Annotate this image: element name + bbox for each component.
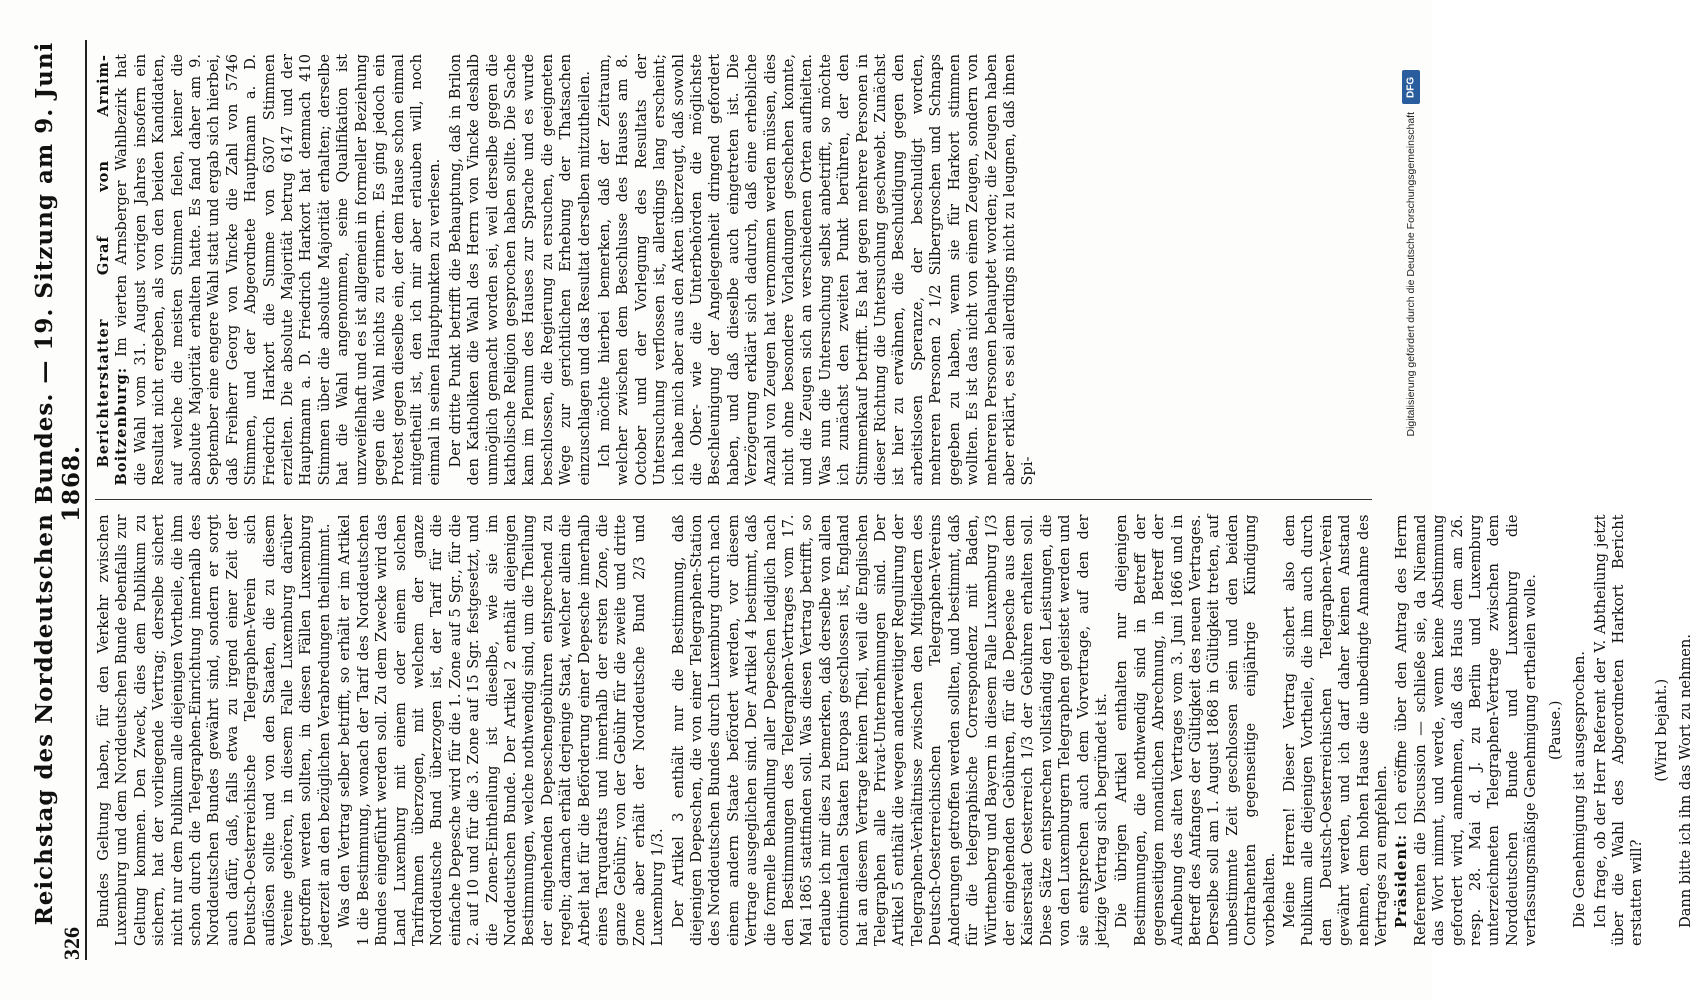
left-column <box>95 501 1695 961</box>
dfg-funding-note <box>1400 70 1422 630</box>
dfg-logo: DFG <box>1402 70 1420 104</box>
paragraph: Meine Herren! Dieser Vertrag sichert also dem Publikum alle diejenigen Vortheile, die ihm auch durch den Deutsch-Oesterreichischen Telegraphen-Verein gewährt werden, und ich darf daher keinen Anstand nehmen, dem hohen Hause die unbedingte Annahme des Vertrages zu empfehlen. <box>1281 514 1391 946</box>
speaker-label: Berichterstatter Graf von Arnim-Boitzenburg: <box>95 54 131 486</box>
page-header <box>31 40 87 960</box>
speech-text: Ich eröffne über den Antrag des Herrn Referenten die Discussion — schließe sie, da Niemand das Wort nimmt, und werde, wenn keine Abstimmung gefordert wird, annehmen, daß das Haus dem am 26. resp. 28. Mai d. J. zu Berlin und Luxemburg unterzeichneten Telegraphen-Vertrage zwischen dem Norddeutschen Bunde und Luxemburg die verfassungsmäßige Genehmigung ertheilen wolle. <box>1393 514 1540 946</box>
invite-text: Dann bitte ich ihn das Wort zu nehmen. <box>1677 634 1695 928</box>
speaker-label: Präsident: <box>1393 833 1411 928</box>
speech-text: Im vierten Arnsberger Wahlbezirk hat die Wahl vom 31. August vorigen Jahres insofern ein Resultat nicht ergeben, als von den beiden Kandidaten, auf welche die meisten Stimmen fielen, keiner die absolute Majorität erhalten hatte. Es fand daher am 9. September eine engere Wahl statt und ergab sich hierbei, daß Freiherr Georg von Vincke die Zahl von 5746 Stimmen, und der Abgeordnete Hauptmann a. D. Friedrich Harkort die Summe von 6307 Stimmen erzielten. Die absolute Majorität betrug 6147 und der Hauptmann a. D. Friedrich Harkort hat demnach 410 Stimmen über die absolute Majorität erhalten; derselbe hat die Wahl angenommen, seine Qualifikation ist unzweifelhaft und es ist allgemein in formeller Beziehung gegen die Wahl nichts zu erinnern. Es ging jedoch ein Protest gegen dieselbe ein, der dem Hause schon einmal mitgetheilt ist, den ich mir aber erlauben will, noch einmal in seinen Hauptpunkten zu verlesen. <box>113 53 444 486</box>
paragraph: Ich möchte hierbei bemerken, daß der Zeitraum, welcher zwischen dem Beschlusse des Hauses am 8. October und der Vorlegung des Resultats der Untersuchung verflossen ist, allerdings lang erscheint; ich habe mich aber aus den Akten überzeugt, daß sowohl die Ober- wie die Unterbehörden die möglichste Beschleunigung der Angelegenheit dringend gefordert haben, und daß dieselbe auch eingetreten ist. Die Verzögerung erklärt sich dadurch, daß eine erhebliche Anzahl von Zeugen hat vernommen werden müssen, dies nicht ohne besondere Vorladungen geschehen konnte, und die Zeugen sich an verschiedenen Orten aufhielten. Was nun die Untersuchung selbst anbetrifft, so möchte ich zunächst den zweiten Punkt berühren, der den Stimmenkauf betrifft. Es hat gegen mehrere Personen in dieser Richtung die Untersuchung geschwebt. Zunächst ist hier zu erwähnen, die Beschuldigung gegen den arbeitslosen Speranze, der beschuldigt worden, mehreren Personen 2 1/2 Silbergroschen und Schnaps gegeben zu haben, wenn sie für Harkort stimmen wollten. Es ist das nicht von einem Zeugen, sondern von mehreren Personen behauptet worden; die Zeugen haben aber erklärt, es sei allerdings nicht zu leugnen, daß ihnen Spi- <box>595 54 1037 486</box>
paragraph: Was den Vertrag selber betrifft, so erhält er im Artikel 1 die Bestimmung, wonach der Tarif des Norddeutschen Bundes eingeführt werden soll. Zu dem Zwecke wird das Land Luxemburg mit einem oder einem solchen Tarifrahmen überzogen, mit welchem der ganze Norddeutsche Bund überzogen ist, der Tarif für die einfache Depesche wird für die 1. Zone auf 5 Sgr., für die 2. auf 10 und für die 3. Zone auf 15 Sgr. festgesetzt, und die Zonen-Eintheilung ist dieselbe, wie sie im Norddeutschen Bunde. Der Artikel 2 enthält diejenigen Bestimmungen, welche nothwendig sind, um die Theilung der eingehenden Depeschengebühren entsprechend zu regeln; darnach erhält derjenige Staat, welcher allein die Arbeit hat für die Beförderung einer Depesche innerhalb eines Tarquadrats und innerhalb der ersten Zone, die ganze Gebühr; von der Gebühr für die zweite und dritte Zone aber erhält der Norddeutsche Bund 2/3 und Luxemburg 1/3. <box>336 514 667 946</box>
page-number: 326 <box>59 927 84 960</box>
paragraph: Der Artikel 3 enthält nur die Bestimmung, daß diejenigen Depeschen, die von einer Telegraphen-Station des Norddeutschen Bundes durch Luxemburg durch nach einem andern Staate befördert werden, vor diesem Vertrage ausgeglichen sind. Der Artikel 4 bestimmt, daß die formelle Behandlung aller Depeschen lediglich nach den Bestimmungen des Telegraphen-Vertrages vom 17. Mai 1865 stattfinden soll. Was diesen Vertrag betrifft, so erlaube ich mir dies zu bemerken, daß derselbe von allen continentalen Staaten Europas geschlossen ist, England hat an diesem Vertrage keinen Theil, weil die Englischen Telegraphen alle Privat-Unternehmungen sind. Der Artikel 5 enthält die wegen anderweitiger Regulirung der Telegraphen-Verhältnisse zwischen den Mitgliedern des Deutsch-Oesterreichischen Telegraphen-Vereins Anderungen getroffen werden sollten, und bestimmt, daß für die telegraphische Correspondenz mit Baden, Württemberg und Bayern in diesem Falle Luxemburg 1/3 der eingehenden Gebühren, für die Depesche aus dem Kaiserstaat Oesterreich 1/3 der Gebühren erhalten soll. Diese Sätze entsprechen vollständig den Leistungen, die von den Luxemburgern Telegraphen geleistet werden und sie entsprechen auch dem Vorvertrage, auf den der jetzige Vertrag sich begründet ist. <box>669 514 1110 946</box>
affirmed-note: (Wird bejaht.) <box>1652 678 1670 782</box>
right-column <box>95 40 1372 501</box>
question-text: Ich frage, ob der Herr Referent der V. Abtheilung jetzt über die Wahl des Abgeordneten Harkort Bericht erstatten will? <box>1591 514 1646 946</box>
report-paragraph <box>95 54 445 486</box>
paragraph: Der dritte Punkt betrifft die Behauptung, daß in Brilon den Katholiken die Wahl des Herrn von Vincke deshalb unmöglich gemacht worden sei, weil derselbe gegen die katholische Religion gesprochen haben sollte. Die Sache kam im Plenum des Hauses zur Sprache und es wurde beschlossen, die Regierung zu ersuchen, die geeigneten Wege zur gerichtlichen Erhebung der Thatsachen einzuschlagen und das Resultat derselben mitzutheilen. <box>446 54 593 486</box>
dfg-funding-text: Digitalisierung gefördert durch die Deutsche Forschungsgemeinschaft <box>1405 112 1417 437</box>
pause-note: (Pause.) <box>1546 700 1564 760</box>
approval-text: Die Genehmigung ist ausgesprochen. <box>1571 650 1589 928</box>
running-title: Reichstag des Norddeutschen Bundes. — 19. Sitzung am 9. Juni 1868. <box>31 41 85 926</box>
paragraph: Die übrigen Artikel enthalten nur diejenigen Bestimmungen, die nothwendig sind in Betreff der gegenseitigen monatlichen Abrechnung, in Betreff der Aufhebung des alten Vertrages vom 3. Juni 1866 und in Betreff des Anfanges der Gültigkeit des neuen Vertrages. Derselbe soll am 1. August 1868 in Gültigkeit treten, auf unbestimmte Zeit geschlossen sein und den beiden Contrahenten gegenseitige einjährige Kündigung vorbehalten. <box>1113 514 1278 946</box>
paragraph: Bundes Geltung haben, für den Verkehr zwischen Luxemburg und dem Norddeutschen Bunde ebenfalls zur Geltung kommen. Den Zweck, dies dem Publikum zu sichern, hat der vorliegende Vertrag; derselbe sichert nicht nur dem Publikum alle diejenigen Vortheile, die ihm schon durch die Telegraphen-Einrichtung innerhalb des Norddeutschen Bundes gewährt sind, sondern er sorgt auch dafür, daß, falls etwa zu irgend einer Zeit der Deutsch-Oesterreichische Telegraphen-Verein sich auflösen sollte und von den Staaten, die zu diesem Vereine gehören, in diesem Falle Luxemburg darüber getroffen werden sollten, in diesen Fällen Luxemburg jederzeit an den bezüglichen Verabredungen theilnimmt. <box>95 514 333 946</box>
